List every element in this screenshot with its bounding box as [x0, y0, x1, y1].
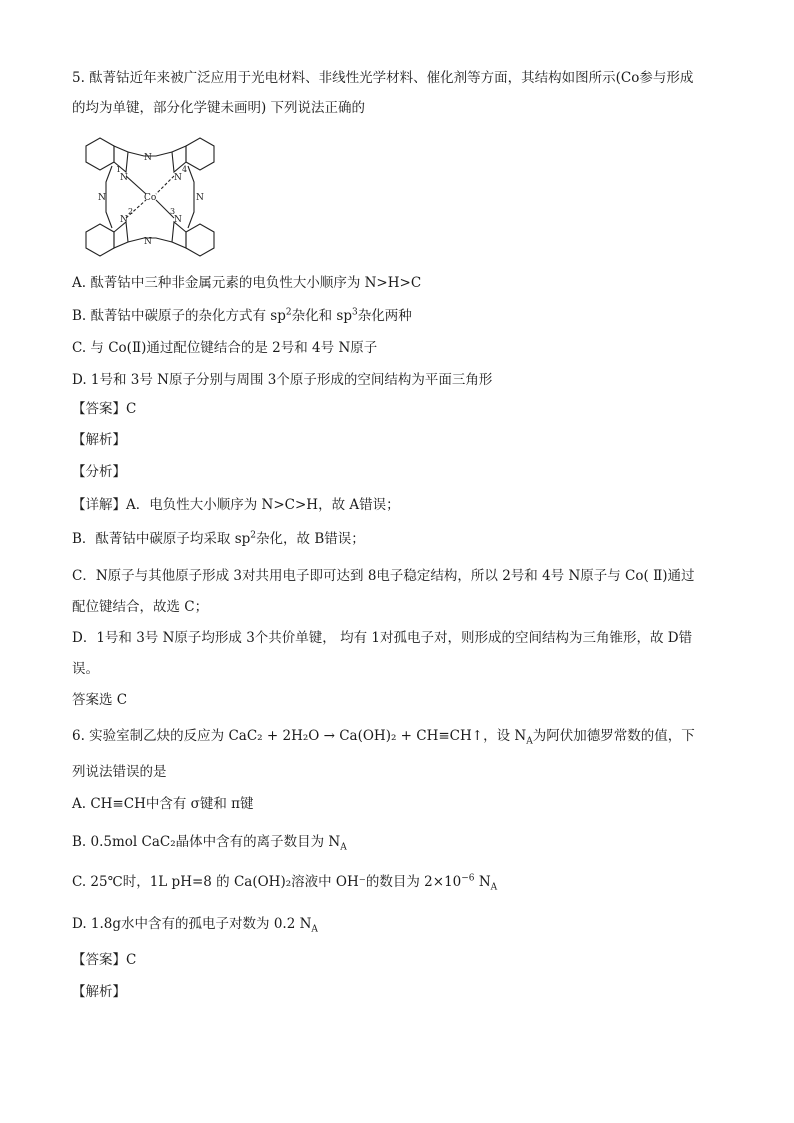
- benzene-ring-bottom-right: [186, 224, 214, 256]
- q6-stem-line1: [72, 726, 695, 746]
- q5-answer: 【答案】C: [72, 401, 137, 417]
- q6-answer: 【答案】C: [72, 952, 137, 968]
- q6-option-c-sup: −6: [461, 873, 475, 884]
- q5-option-d: D. 1号和 3号 N原子分别与周围 3个原子形成的空间结构为平面三角形: [72, 372, 493, 388]
- benzene-ring-top-left: [86, 138, 114, 170]
- q5-detail-b-part1: B．酞菁钴中碳原子均采取 sp: [72, 531, 251, 547]
- q5-analysis-head: 【解析】: [72, 432, 126, 448]
- atom-n3: N: [174, 215, 182, 225]
- benzene-ring-top-right: [186, 138, 214, 170]
- benzene-ring-bottom-left: [86, 224, 114, 256]
- label-4: 4: [182, 165, 188, 174]
- atom-n-top-bridge: N: [144, 153, 152, 163]
- bond-n1-co: [126, 176, 146, 194]
- q5-option-b-part3: 杂化两种: [357, 308, 412, 324]
- q5-detail-b-part2: 杂化，故 B错误；: [256, 531, 365, 547]
- q6-stem-line1-part1: 6. 实验室制乙炔的反应为 CaC₂ + 2H₂O → Ca(OH)₂ + CH≡CH↑，设 N: [72, 728, 527, 744]
- q6-stem-line1-sub: A: [526, 736, 533, 747]
- q5-detail-b-sup: 2: [250, 530, 257, 541]
- q5-stem-line2: 的均为单键，部分化学键未画明) 下列说法正确的: [72, 100, 366, 116]
- q5-option-b-sup1: 2: [285, 307, 292, 318]
- q5-option-b-part1: B. 酞菁钴中碳原子的杂化方式有 sp: [72, 308, 286, 324]
- q5-fenxi-head: 【分析】: [72, 464, 126, 480]
- phthalocyanine-cobalt-structure: [72, 132, 228, 262]
- q5-detail-a: 【详解】A．电负性大小顺序为 N>C>H，故 A错误；: [72, 497, 400, 513]
- q6-option-c-sub: A: [490, 882, 498, 893]
- q5-detail-d-line2: 误。: [72, 661, 99, 677]
- q5-option-b-sup2: 3: [351, 307, 358, 318]
- aza-bridge-right: [188, 166, 194, 228]
- q6-option-d-sub: A: [311, 924, 318, 935]
- atom-n2: N: [120, 215, 128, 225]
- q5-detail-b: [72, 529, 365, 549]
- atom-n1: N: [120, 173, 128, 183]
- q6-option-b-part1: B. 0.5mol CaC₂晶体中含有的离子数目为 N: [72, 834, 341, 850]
- q6-option-c-part2: N: [474, 874, 491, 890]
- atom-n4: N: [174, 173, 182, 183]
- q5-detail-d-line1: D．1号和 3号 N原子均形成 3个共价单键， 均有 1对孤电子对，则形成的空间结构为三角锥形，故 D错: [72, 630, 693, 646]
- label-3: 3: [170, 207, 176, 216]
- atom-n-right-bridge: N: [196, 193, 204, 203]
- q5-conclusion: 答案选 C: [72, 692, 128, 708]
- q6-analysis-head: 【解析】: [72, 984, 126, 1000]
- aza-bridge-left: [106, 166, 112, 228]
- q6-option-d: [72, 914, 318, 934]
- q6-option-d-part1: D. 1.8g水中含有的孤电子对数为 0.2 N: [72, 916, 312, 932]
- q6-option-a: A. CH≡CH中含有 σ键和 π键: [72, 796, 254, 812]
- q5-option-b-part2: 杂化和 sp: [291, 308, 352, 324]
- q5-option-c: C. 与 Co(Ⅱ)通过配位键结合的是 2号和 4号 N原子: [72, 340, 378, 356]
- q6-option-b: [72, 832, 347, 852]
- q6-option-b-sub: A: [340, 842, 347, 853]
- pyrrole-ring-bottom-left: [114, 222, 128, 248]
- atom-n-left-bridge: N: [98, 193, 106, 203]
- pyrrole-ring-bottom-right: [172, 222, 186, 248]
- q6-stem-line2: 列说法错误的是: [72, 764, 167, 780]
- label-2: 2: [128, 207, 134, 216]
- q5-detail-c-line2: 配位键结合，故选 C；: [72, 599, 209, 615]
- atom-co: Co: [144, 193, 157, 203]
- label-1: 1: [116, 165, 122, 174]
- q6-option-c: [72, 872, 497, 892]
- q5-detail-c-line1: C．N原子与其他原子形成 3对共用电子即可达到 8电子稳定结构，所以 2号和 4号 N原子与 Co( Ⅱ)通过: [72, 568, 695, 584]
- q6-option-c-part1: C. 25℃时，1L pH=8 的 Ca(OH)₂溶液中 OH⁻的数目为 2×10: [72, 874, 462, 890]
- q5-stem-line1: 5. 酞菁钴近年来被广泛应用于光电材料、非线性光学材料、催化剂等方面，其结构如图所示(Co参与形成: [72, 70, 694, 86]
- q5-option-b: [72, 306, 412, 326]
- atom-n-bottom-bridge: N: [144, 237, 152, 247]
- q6-stem-line1-part2: 为阿伏加德罗常数的值，下: [532, 728, 695, 744]
- dative-bond-n4-co: [156, 176, 174, 194]
- q5-option-a: A. 酞菁钴中三种非金属元素的电负性大小顺序为 N>H>C: [72, 275, 422, 291]
